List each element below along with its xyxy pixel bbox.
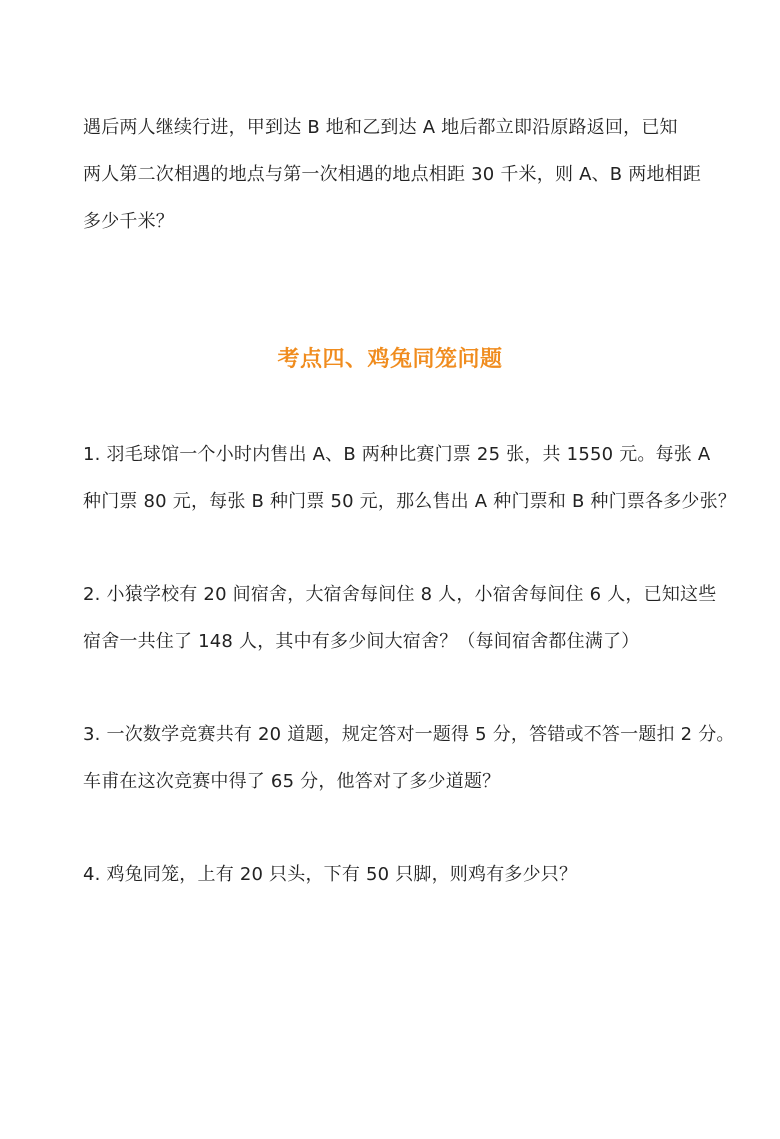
question-3-line-2: 车甫在这次竞赛中得了 65 分，他答对了多少道题？ — [83, 771, 501, 792]
question-2-line-2: 宿舍一共住了 148 人，其中有多少间大宿舍？（每间宿舍都住满了） — [83, 631, 640, 652]
intro-line-1: 遇后两人继续行进，甲到达 B 地和乙到达 A 地后都立即沿原路返回，已知 — [83, 117, 678, 138]
question-1-line-2: 种门票 80 元，每张 B 种门票 50 元，那么售出 A 种门票和 B 种门票各多少张？ — [83, 491, 737, 512]
question-3-line-1: 3. 一次数学竞赛共有 20 道题，规定答对一题得 5 分，答错或不答一题扣 2 分。 — [83, 724, 735, 745]
intro-line-2: 两人第二次相遇的地点与第一次相遇的地点相距 30 千米，则 A、B 两地相距 — [83, 164, 702, 185]
question-4-line-1: 4. 鸡兔同笼，上有 20 只头，下有 50 只脚，则鸡有多少只？ — [83, 864, 578, 885]
question-1-line-1: 1. 羽毛球馆一个小时内售出 A、B 两种比赛门票 25 张，共 1550 元。每张 A — [83, 444, 711, 465]
intro-line-3: 多少千米？ — [83, 211, 174, 232]
section-title: 考点四、鸡兔同笼问题 — [277, 347, 503, 372]
question-2-line-1: 2. 小猿学校有 20 间宿舍，大宿舍每间住 8 人，小宿舍每间住 6 人，已知这些 — [83, 584, 717, 605]
